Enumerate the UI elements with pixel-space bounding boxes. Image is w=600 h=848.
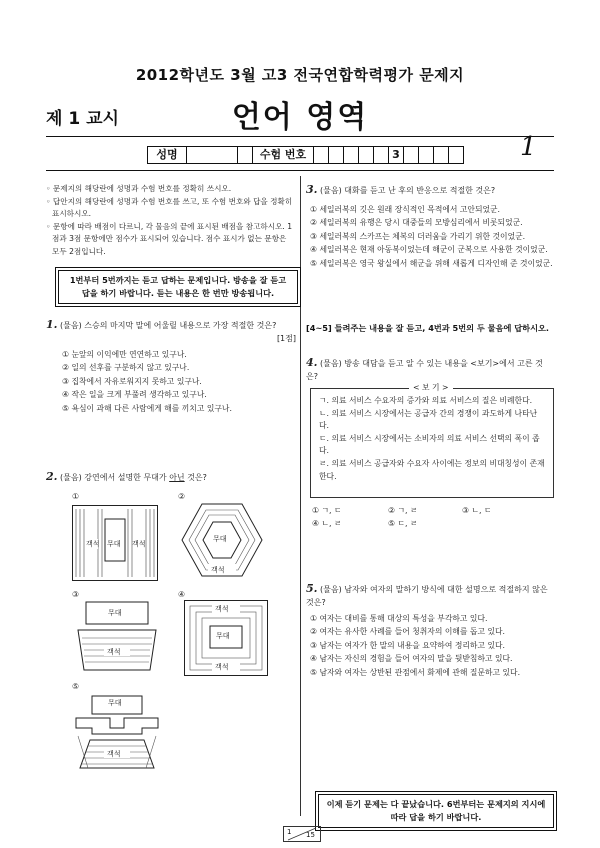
choice[interactable]: ① ㄱ, ㄷ [312,506,342,515]
seat-label: 객석 [86,540,100,548]
choice[interactable]: ④ ㄴ, ㄹ [312,519,342,528]
exam-no-digit[interactable] [359,147,374,163]
example-item: ㄷ. 의료 서비스 시장에서는 소비자의 의료 서비스 선택의 폭이 좁다. [319,433,540,456]
exam-no-digit[interactable] [404,147,419,163]
question-stem: (물음) 남자와 여자의 말하기 방식에 대한 설명으로 적절하지 않은 것은? [306,585,548,607]
listening-notice: 1번부터 5번까지는 듣고 답하는 문제입니다. 방송을 잘 듣고 답을 하기 바랍니다. 듣는 내용은 한 번만 방송됩니다. [58,270,298,304]
stage-diagram-1 [72,505,158,581]
diagram-label[interactable]: ① [72,492,79,501]
option[interactable]: ③ 남자는 여자가 한 말의 내용을 요약하여 정리하고 있다. [310,640,505,650]
question-number: 4. [306,356,318,369]
stage-diagram-4 [184,600,268,676]
q1-options [62,348,296,415]
exam-no-label: 수험 번호 [252,147,314,163]
seat-label: 객석 [132,540,146,548]
example-item: ㄴ. 의료 서비스 시장에서는 공급자 간의 경쟁이 과도하게 나타난다. [319,408,538,431]
question-3 [306,183,556,197]
option[interactable]: ① 눈앞의 이익에만 연연하고 있구나. [62,350,187,359]
question-number: 2. [46,470,58,483]
exam-no-digit[interactable] [344,147,359,163]
instructions [46,183,296,258]
question-stem: (물음) 대화를 듣고 난 후의 반응으로 적절한 것은? [320,186,496,195]
question-5 [306,582,554,609]
exam-no-digit[interactable] [329,147,344,163]
page-indicator [283,826,321,842]
instruction-item: ◦ 답안지의 해당란에 성명과 수험 번호를 쓰고, 또 수험 번호와 답을 정확히 표시하시오. [46,196,293,218]
example-box-title: < 보 기 > [409,381,453,394]
stage-diagram-3 [72,600,162,672]
stage-label: 무대 [216,632,230,640]
question-1 [46,318,296,345]
page-total: 15 [306,831,315,839]
q5-options [310,612,556,679]
question-stem: (물음) 강연에서 설명한 무대가 [60,473,170,482]
option[interactable]: ④ 세일러복은 현재 아동복이었는데 해군이 군복으로 사용한 것이었군. [310,245,548,255]
question-number: 3. [306,183,318,196]
choice[interactable]: ⑤ ㄷ, ㄹ [388,519,418,528]
stage-label: 무대 [108,609,122,617]
option[interactable]: ④ 작은 일을 크게 부풀려 생각하고 있구나. [62,390,207,400]
end-of-listening-notice: 이제 듣기 문제는 다 끝났습니다. 6번부터는 문제지의 지시에 따라 답을 하기 바랍니다. [318,794,554,828]
page-current: 1 [287,828,292,836]
name-label: 성명 [148,147,187,163]
stage-diagram-5 [72,694,162,770]
section-heading: [4~5] 들려주는 내용을 잘 듣고, 4번과 5번의 두 물음에 답하시오. [306,323,550,333]
header-rule [46,136,554,137]
seat-label: 객석 [215,663,229,671]
question-number: 5. [306,582,318,595]
exam-no-digit[interactable] [374,147,389,163]
exam-no-digit-fixed: 3 [389,147,404,163]
question-number: 1. [46,318,58,331]
page-number-large: 1 [520,132,537,162]
instruction-item: ◦ 문제지의 해당란에 성명과 수험 번호를 정확히 쓰시오. [46,184,232,193]
seat-label: 객석 [107,750,121,758]
option[interactable]: ③ 집착에서 자유로워지지 못하고 있구나. [62,376,202,386]
option[interactable]: ② 여자는 유사한 사례를 들어 청취자의 이해를 돕고 있다. [310,627,505,637]
exam-no-digit[interactable] [434,147,449,163]
subject-title: 언어 영역 [231,100,369,135]
points-label: [1점] [276,334,296,343]
period-label: 제 1 교시 [46,109,119,129]
stage-label: 무대 [213,535,227,543]
choice[interactable]: ③ ㄴ, ㄷ [462,506,492,515]
seat-label: 객석 [215,605,229,613]
option[interactable]: ⑤ 세일러복은 영국 왕실에서 해군을 위해 새롭게 디자인해 준 것이었군. [310,258,553,268]
option[interactable]: ⑤ 남자와 여자는 상반된 관점에서 화제에 관해 질문하고 있다. [310,667,521,677]
question-4 [306,356,554,383]
id-row [147,146,464,164]
example-box [310,383,554,498]
diagram-label[interactable]: ⑤ [72,682,79,691]
exam-no-digit[interactable] [419,147,434,163]
option[interactable]: ② 세일러복의 유행은 당시 대중들의 모방심리에서 비롯되었군. [310,218,523,228]
example-item: ㄱ. 의료 서비스 수요자의 증가와 의료 서비스의 질은 비례한다. [319,396,533,405]
example-items [319,395,545,483]
exam-no-digit[interactable] [314,147,329,163]
exam-no-digit[interactable] [449,147,463,163]
choice[interactable]: ② ㄱ, ㄹ [388,506,418,515]
option[interactable]: ① 여자는 대비를 통해 대상의 특성을 부각하고 있다. [310,614,488,623]
exam-title: 2012학년도 3월 고3 전국연합학력평가 문제지 [135,66,465,84]
stage-diagram-2 [180,502,264,580]
seat-label: 객석 [107,648,121,656]
diagram-label[interactable]: ② [178,492,185,501]
question-stem: 것은? [184,473,207,482]
option[interactable]: ① 세일러복의 깃은 원래 장식적인 목적에서 고안되었군. [310,205,501,214]
header-rule-2 [46,170,554,171]
stage-label: 무대 [107,540,121,548]
column-divider [300,176,301,816]
option[interactable]: ④ 남자는 자신의 경험을 들어 여자의 말을 뒷받침하고 있다. [310,654,513,664]
option[interactable]: ⑤ 욕심이 과해 다른 사람에게 해를 끼치고 있구나. [62,403,232,413]
diagram-label[interactable]: ④ [178,590,185,599]
question-2 [46,470,296,484]
question-stem-emphasis: 아닌 [169,473,185,482]
question-stem: (물음) 방송 대담을 듣고 알 수 있는 내용을 <보기>에서 고른 것은? [306,359,543,381]
name-field[interactable] [187,147,238,163]
option[interactable]: ③ 세일러복의 스카프는 체복의 더러움을 가리기 위한 것이었군. [310,231,526,241]
q3-options [310,203,554,270]
question-stem: (물음) 스승의 마지막 말에 어울릴 내용으로 가장 적절한 것은? [60,321,277,330]
instruction-item: ◦ 문항에 따라 배점이 다르니, 각 물음의 끝에 표시된 배점을 참고하시오. 1점과 3점 문항에만 점수가 표시되어 있습니다. 점수 표시가 없는 문항은 모두 2점입니다. [46,221,293,256]
option[interactable]: ② 일의 선후를 구분하지 않고 있구나. [62,363,190,373]
stage-label: 무대 [108,699,122,707]
example-item: ㄹ. 의료 서비스 공급자와 수요자 사이에는 정보의 비대칭성이 존재한다. [319,458,545,481]
seat-label: 객석 [211,566,225,574]
diagram-label[interactable]: ③ [72,590,79,599]
